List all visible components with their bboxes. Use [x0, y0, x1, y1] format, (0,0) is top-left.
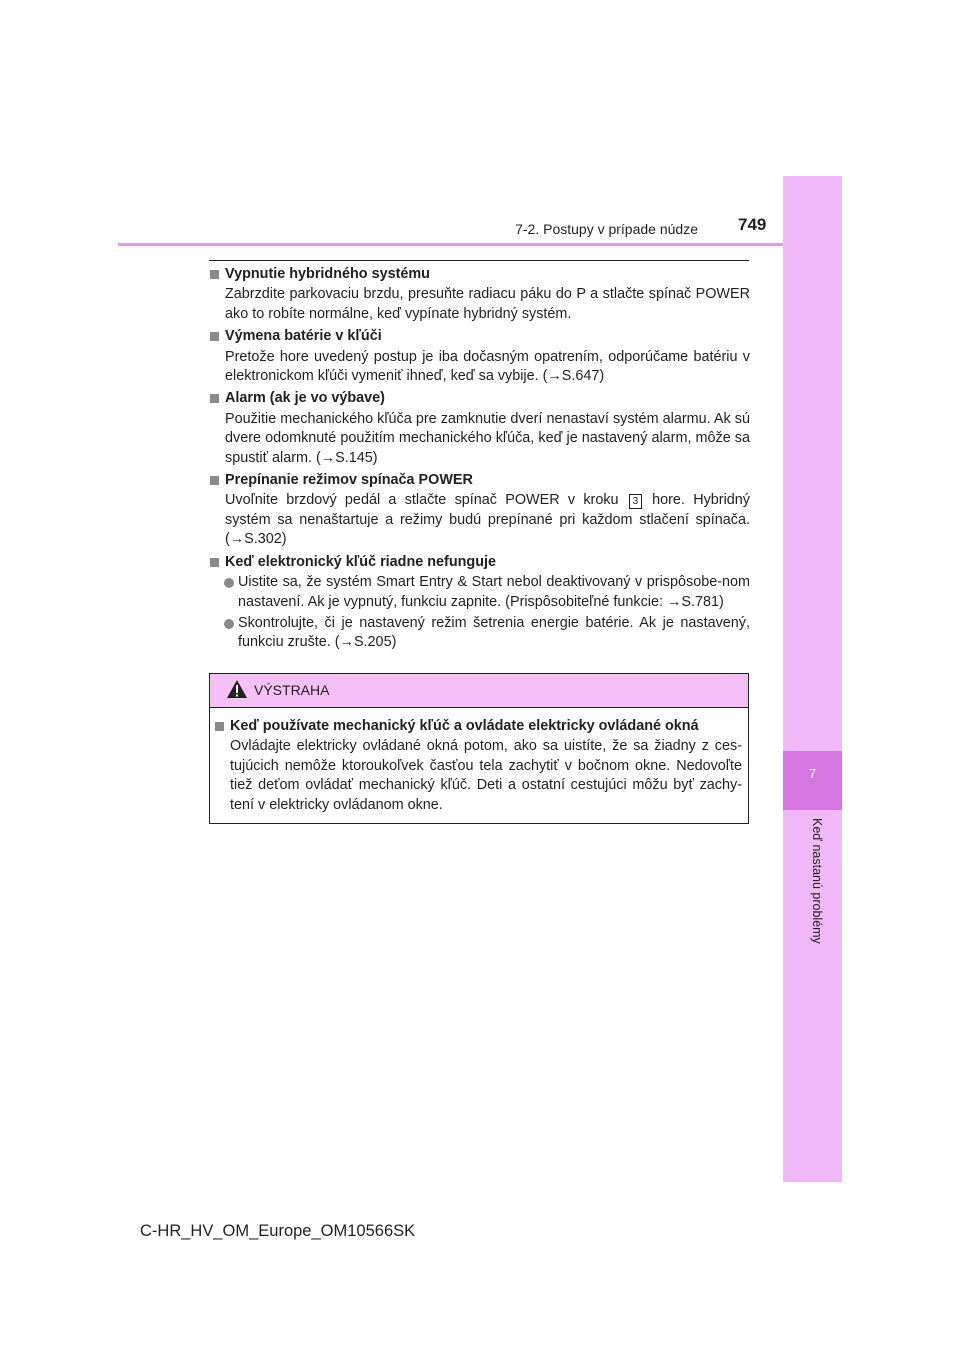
warning-text: Ovládajte elektricky ovládané okná potom, ako sa uistíte, že sa žiadny z ces-tujúcich nemôže ktoroukoľvek časťou tela zachytiť v bočnom okne. Nedovoľte tiež deťom ovládať mechanický kľúč. Deti a ostatní cestujúci môžu byť zachy-tení v elektricky ovládanom okne.: [230, 738, 742, 813]
square-bullet-icon: [215, 722, 224, 731]
chapter-title: Keď nastanú problémy: [810, 818, 824, 944]
warning-header: [210, 674, 748, 708]
header-section-title: 7-2. Postupy v prípade núdze: [515, 221, 698, 237]
section-text: Použitie mechanického kľúča pre zamknutie dverí nenastaví systém alarmu. Ak sú dvere odomknuté použitím mechanického kľúča, keď je nastavený alarm, môže sa spustiť alarm. (→S.145): [225, 410, 750, 466]
square-bullet-icon: [210, 558, 219, 567]
section-heading: Alarm (ak je vo výbave): [209, 389, 750, 408]
section-hybrid-off: [209, 265, 750, 324]
square-bullet-icon: [210, 270, 219, 279]
warning-heading: Keď používate mechanický kľúč a ovládate elektricky ovládané okná: [214, 717, 742, 736]
section-key-battery: [209, 327, 750, 386]
square-bullet-icon: [210, 476, 219, 485]
section-heading: Výmena batérie v kľúči: [209, 327, 750, 346]
list-item: Uistite sa, že systém Smart Entry & Start nebol deaktivovaný v prispôsobe-nom nastavení. Ak je vypnutý, funkciu zapnite. (Prispôsobiteľné funkcie: →S.781): [209, 573, 750, 612]
header-divider: [118, 243, 783, 246]
section-heading: Keď elektronický kľúč riadne nefunguje: [209, 553, 750, 572]
step-number-box: 3: [629, 494, 642, 509]
page-number: 749: [738, 215, 767, 234]
section-alarm: [209, 389, 750, 468]
section-heading: Prepínanie režimov spínača POWER: [209, 471, 750, 490]
section-heading: Vypnutie hybridného systému: [209, 265, 750, 284]
main-content: [209, 265, 750, 656]
section-text: Zabrzdite parkovaciu brzdu, presuňte radiacu páku do P a stlačte spínač POWER ako to robíte normálne, keď vypínate hybridný systém.: [225, 286, 750, 322]
warning-label: VÝSTRAHA: [254, 682, 330, 698]
section-text: Pretože hore uvedený postup je iba dočasným opatrením, odporúčame batériu v elektronickom kľúči vymeniť ihneď, keď sa vybije. (→S.647): [225, 348, 750, 385]
section-key-malfunction: [209, 553, 750, 653]
section-text: Uvoľnite brzdový pedál a stlačte spínač POWER v kroku 3 hore. Hybridný systém sa nenaštartuje a režimy budú prepínané pri každom stlačení spínača. (→S.302): [225, 492, 750, 548]
content-top-rule: [209, 260, 749, 261]
section-power-modes: [209, 471, 750, 550]
warning-body: [210, 708, 748, 815]
warning-box: [209, 673, 749, 824]
chapter-number: 7: [808, 766, 817, 781]
circle-bullet-icon: [224, 619, 234, 629]
circle-bullet-icon: [224, 578, 234, 588]
warning-triangle-icon: [226, 679, 248, 699]
list-item: Skontrolujte, či je nastavený režim šetrenia energie batérie. Ak je nastavený, funkciu zrušte. (→S.205): [209, 614, 750, 653]
square-bullet-icon: [210, 332, 219, 341]
footer-doc-id: C-HR_HV_OM_Europe_OM10566SK: [140, 1222, 416, 1240]
chapter-side-tab: [783, 176, 842, 1182]
square-bullet-icon: [210, 394, 219, 403]
